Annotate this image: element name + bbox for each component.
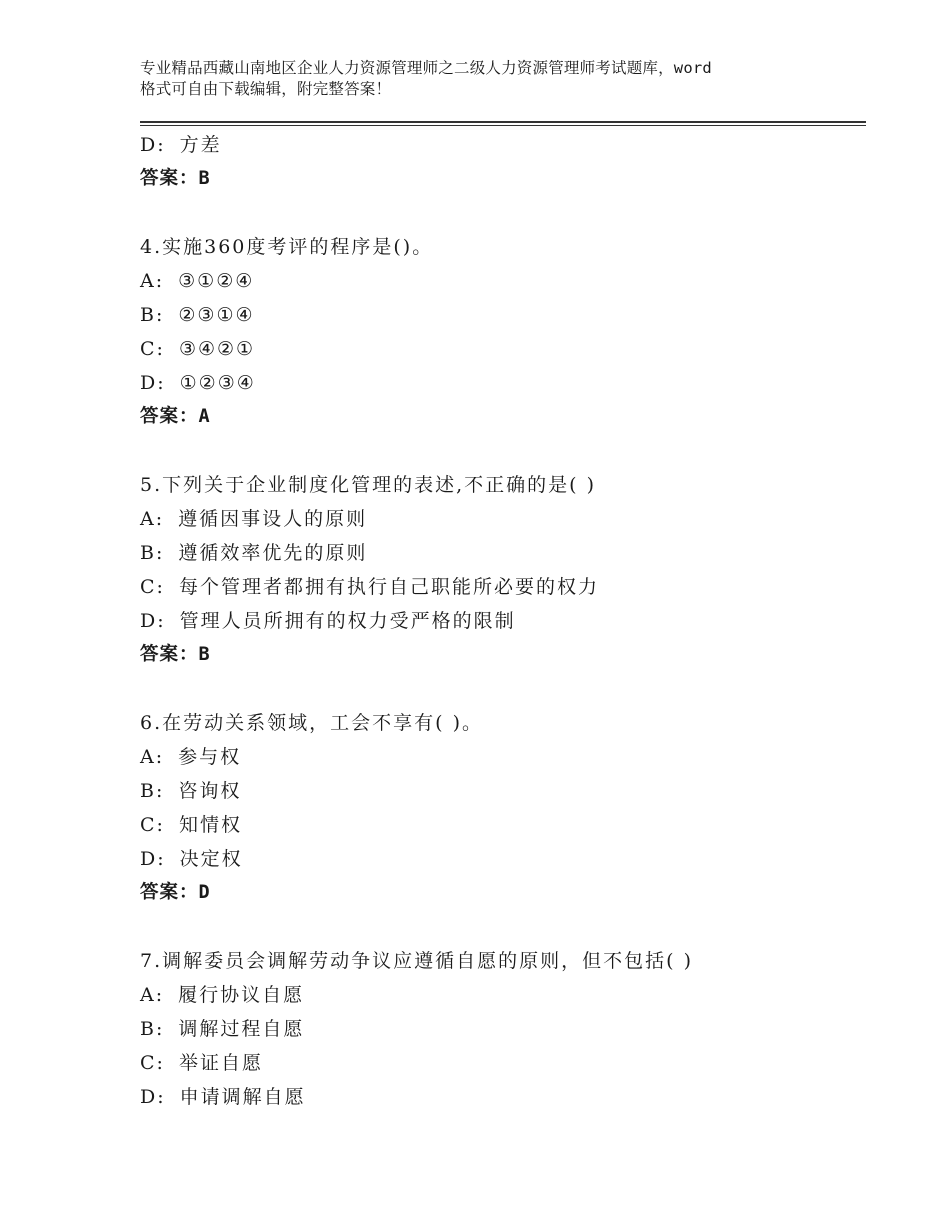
spacer (140, 910, 866, 944)
question-7-stem: 7.调解委员会调解劳动争议应遵循自愿的原则，但不包括( ) (140, 950, 693, 972)
question-6-answer: 答案：D (140, 882, 211, 903)
question-7-option-b (140, 1012, 866, 1046)
question-5-option-a (140, 502, 866, 536)
question-6-option-a (140, 740, 866, 774)
option-label: C: (140, 576, 165, 598)
option-text: 咨询权 (178, 780, 242, 802)
option-label: B: (140, 542, 165, 564)
option-label: B: (140, 1018, 165, 1040)
question-5-option-d (140, 604, 866, 638)
option-label: D: (140, 372, 166, 394)
option-label: D: (140, 134, 166, 156)
question-4-stem: 4.实施360度考评的程序是()。 (140, 236, 434, 258)
question-4-answer: 答案：A (140, 406, 211, 427)
prev-answer: 答案：B (140, 168, 211, 189)
option-label: B: (140, 304, 165, 326)
question-6-option-d (140, 842, 866, 876)
question-6-option-b (140, 774, 866, 808)
question-list (140, 128, 866, 1114)
option-label: A: (140, 746, 165, 768)
header-divider-thick (140, 121, 866, 123)
option-text: 管理人员所拥有的权力受严格的限制 (179, 610, 516, 632)
option-text: 遵循效率优先的原则 (178, 542, 368, 564)
header-divider-thin (140, 125, 866, 126)
option-text: 遵循因事设人的原则 (178, 508, 368, 530)
option-text: 调解过程自愿 (178, 1018, 305, 1040)
option-label: D: (140, 1086, 166, 1108)
option-text: 申请调解自愿 (179, 1086, 306, 1108)
option-label: C: (140, 814, 165, 836)
spacer (140, 434, 866, 468)
option-text: ①②③④ (179, 372, 256, 394)
question-4-option-a (140, 264, 866, 298)
option-label: A: (140, 270, 165, 292)
option-label: C: (140, 338, 165, 360)
document-header (140, 58, 830, 100)
option-label: A: (140, 508, 165, 530)
question-4-option-c (140, 332, 866, 366)
option-text: 履行协议自愿 (178, 984, 305, 1006)
question-7-option-d (140, 1080, 866, 1114)
option-text: 知情权 (178, 814, 242, 836)
header-line-2: 格式可自由下载编辑，附完整答案！ (140, 80, 392, 98)
option-label: D: (140, 848, 166, 870)
question-7-option-c (140, 1046, 866, 1080)
option-text: ②③①④ (178, 304, 255, 326)
question-5-option-b (140, 536, 866, 570)
option-text: 每个管理者都拥有执行自己职能所必要的权力 (178, 576, 599, 598)
question-4-option-d (140, 366, 866, 400)
option-label: C: (140, 1052, 165, 1074)
question-7-option-a (140, 978, 866, 1012)
question-5-option-c (140, 570, 866, 604)
option-text: 参与权 (178, 746, 242, 768)
option-label: B: (140, 780, 165, 802)
question-4-option-b (140, 298, 866, 332)
question-5-stem: 5.下列关于企业制度化管理的表述,不正确的是( ) (140, 474, 597, 496)
option-text: ③④②① (178, 338, 256, 360)
spacer (140, 672, 866, 706)
option-text: 举证自愿 (178, 1052, 263, 1074)
option-text: 决定权 (179, 848, 243, 870)
question-5-answer: 答案：B (140, 644, 211, 665)
option-label: A: (140, 984, 165, 1006)
question-6-option-c (140, 808, 866, 842)
option-text: 方差 (179, 134, 222, 156)
option-text: ③①②④ (178, 270, 255, 292)
header-line-1: 专业精品西藏山南地区企业人力资源管理师之二级人力资源管理师考试题库，word (140, 59, 712, 77)
question-6-stem: 6.在劳动关系领域，工会不享有( )。 (140, 712, 483, 734)
spacer (140, 196, 866, 230)
option-label: D: (140, 610, 166, 632)
prev-option-d (140, 128, 866, 162)
